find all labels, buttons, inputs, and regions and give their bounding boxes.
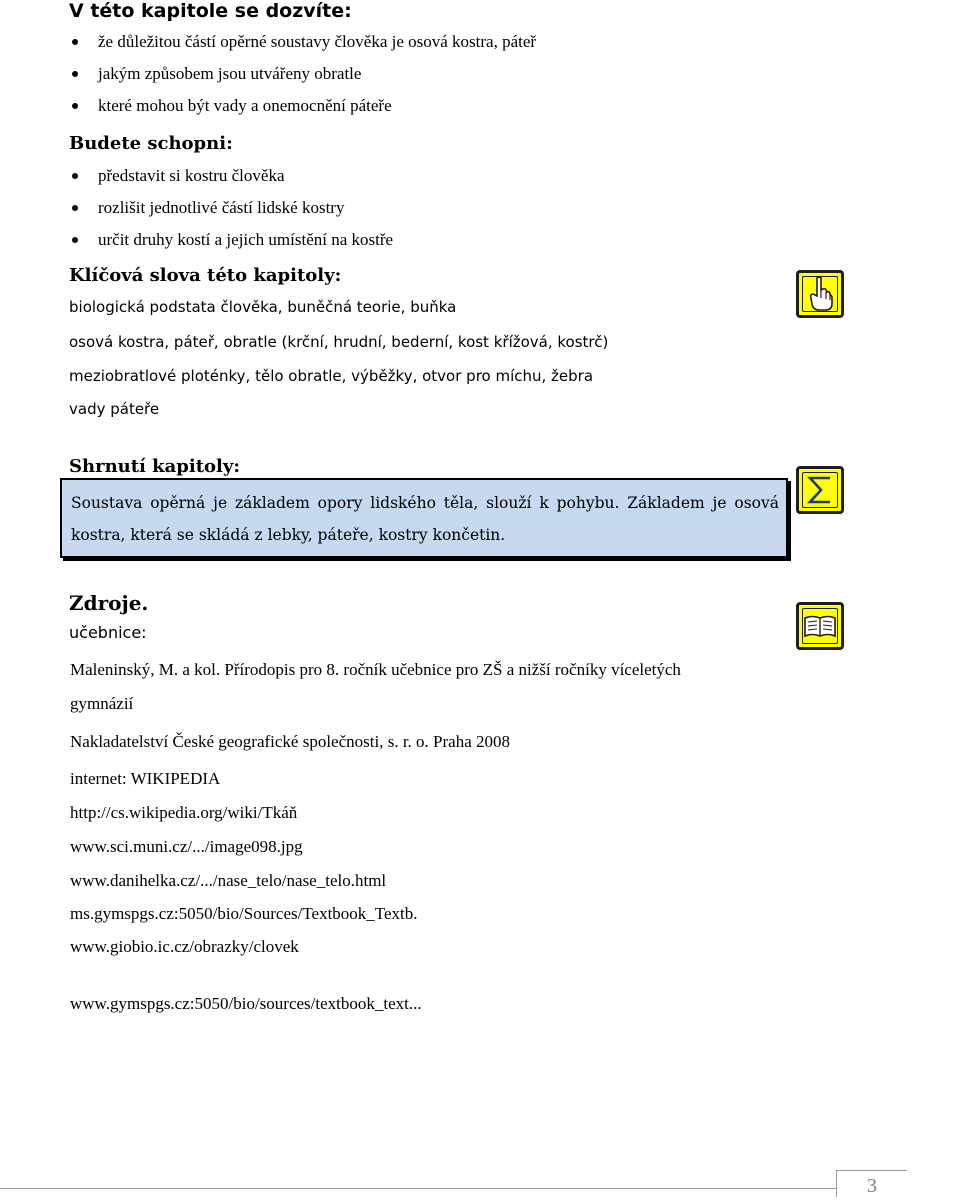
- source-link[interactable]: http://cs.wikipedia.org/wiki/Tkáň: [70, 803, 298, 822]
- list-item: [70, 165, 393, 197]
- able-heading: Budete schopni:: [69, 133, 233, 154]
- sources-subheading: učebnice:: [69, 623, 147, 642]
- able-list: [70, 165, 393, 261]
- keywords-line: vady páteře: [69, 400, 160, 418]
- keywords-heading: Klíčová slova této kapitoly:: [69, 265, 342, 286]
- book-citation-line2: gymnázií: [70, 694, 134, 713]
- list-item-text: že důležitou částí opěrné soustavy člověka je osová kostra, páteř: [98, 32, 537, 51]
- bullet-icon: [72, 39, 78, 45]
- source-link[interactable]: www.danihelka.cz/.../nase_telo/nase_telo.html: [70, 871, 387, 890]
- summary-heading: Shrnutí kapitoly:: [69, 456, 240, 477]
- bullet-icon: [72, 205, 78, 211]
- keywords-line: meziobratlové ploténky, tělo obratle, výběžky, otvor pro míchu, žebra: [69, 367, 594, 385]
- list-item: [70, 63, 536, 95]
- book-citation-line1: Maleninský, M. a kol. Přírodopis pro 8. ročník učebnice pro ZŠ a nižší ročníky víceletých: [70, 660, 681, 679]
- list-item-text: které mohou být vady a onemocnění páteře: [98, 96, 392, 115]
- bullet-icon: [72, 237, 78, 243]
- publisher-line: Nakladatelství České geografické společnosti, s. r. o. Praha 2008: [70, 732, 510, 751]
- summary-box: [60, 478, 788, 558]
- list-item-text: představit si kostru člověka: [98, 166, 285, 185]
- footer-rule: [0, 1188, 836, 1189]
- bullet-icon: [72, 173, 78, 179]
- list-item-text: určit druhy kostí a jejich umístění na kostře: [98, 230, 394, 249]
- list-item-text: rozlišit jednotlivé částí lidské kostry: [98, 198, 345, 217]
- sigma-icon: [796, 466, 844, 514]
- list-item: [70, 197, 393, 229]
- bullet-icon: [72, 71, 78, 77]
- source-link[interactable]: www.sci.muni.cz/.../image098.jpg: [70, 837, 303, 856]
- list-item: [70, 95, 536, 127]
- list-item: [70, 31, 536, 63]
- keywords-line: biologická podstata člověka, buněčná teorie, buňka: [69, 298, 457, 316]
- open-book-icon: [796, 602, 844, 650]
- summary-text: Soustava opěrná je základem opory lidského těla, slouží k pohybu. Základem je osová kostra, která se skládá z lebky, páteře, kostry končetin.: [71, 494, 779, 544]
- pointing-hand-icon: [796, 270, 844, 318]
- learn-heading: V této kapitole se dozvíte:: [69, 0, 352, 22]
- bullet-icon: [72, 103, 78, 109]
- learn-list: [70, 31, 536, 127]
- source-link[interactable]: www.gymspgs.cz:5050/bio/sources/textbook_text...: [70, 994, 422, 1013]
- list-item: [70, 229, 393, 261]
- keywords-line: osová kostra, páteř, obratle (krční, hrudní, bederní, kost křížová, kostrč): [69, 333, 609, 351]
- page-number: 3: [836, 1170, 907, 1197]
- source-link[interactable]: www.giobio.ic.cz/obrazky/clovek: [70, 937, 299, 956]
- internet-label: internet: WIKIPEDIA: [70, 769, 221, 788]
- source-link[interactable]: ms.gymspgs.cz:5050/bio/Sources/Textbook_Textb.: [70, 904, 418, 923]
- list-item-text: jakým způsobem jsou utvářeny obratle: [98, 64, 362, 83]
- sources-heading: Zdroje.: [69, 591, 149, 615]
